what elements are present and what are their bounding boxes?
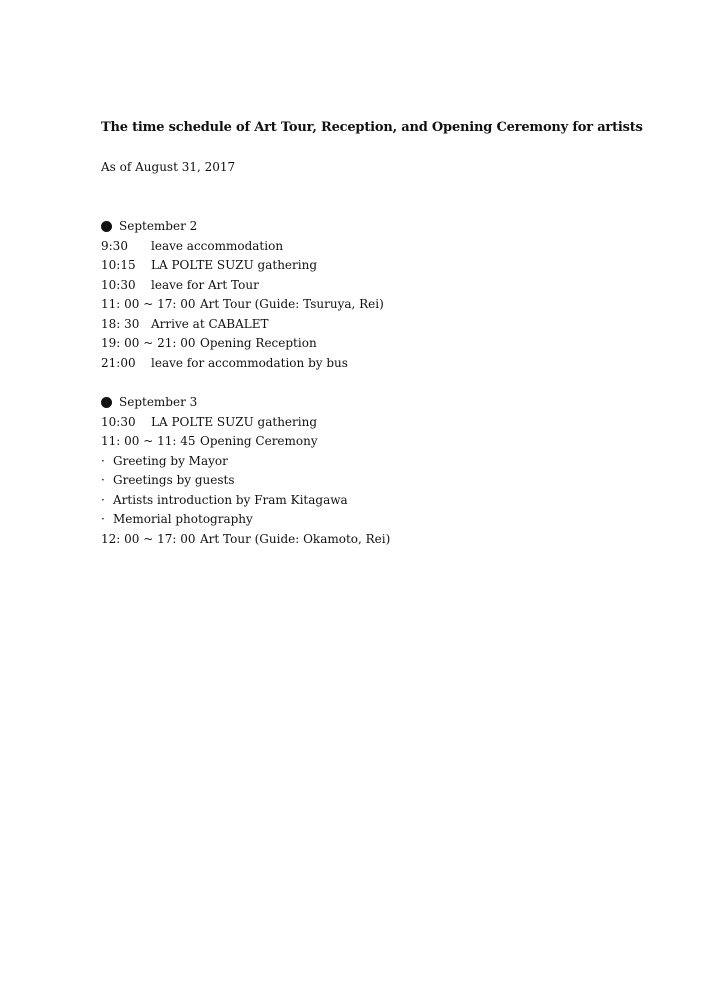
row-time: 10:30	[101, 277, 136, 292]
section-september-3	[101, 393, 621, 549]
bullet-text: Greeting by Mayor	[113, 453, 228, 468]
bullet-dot-icon: ·	[101, 453, 105, 468]
schedule-row	[101, 354, 621, 374]
section-heading	[101, 393, 621, 413]
filled-circle-icon	[101, 221, 112, 232]
row-time: 12: 00 ~ 17: 00	[101, 531, 196, 546]
row-time: 10:15	[101, 258, 136, 272]
row-activity: LA POLTE SUZU gathering	[151, 258, 318, 272]
schedule-row	[101, 237, 621, 257]
schedule-row	[101, 295, 621, 315]
row-activity: Art Tour (Guide: Tsuruya, Rei)	[200, 297, 384, 311]
row-time: 19: 00 ~ 21: 00	[101, 336, 196, 350]
row-time: 10:30	[101, 414, 136, 429]
as-of-date: As of August 31, 2017	[101, 160, 236, 174]
ceremony-bullet-item	[101, 491, 621, 511]
section-date: September 2	[119, 219, 198, 233]
ceremony-bullet-item	[101, 452, 621, 472]
row-time: 11: 00 ~ 11: 45	[101, 434, 196, 448]
schedule-row	[101, 256, 621, 276]
row-activity: Opening Reception	[200, 336, 317, 350]
schedule-row	[101, 276, 621, 296]
schedule-row	[101, 334, 621, 354]
ceremony-bullet-item	[101, 471, 621, 491]
bullet-dot-icon: ·	[101, 492, 105, 507]
row-activity: Arrive at CABALET	[151, 316, 269, 331]
row-time: 11: 00 ~ 17: 00	[101, 297, 196, 311]
row-activity: leave for Art Tour	[151, 277, 259, 292]
ceremony-bullet-item	[101, 510, 621, 530]
row-activity: Art Tour (Guide: Okamoto, Rei)	[200, 531, 391, 546]
bullet-text: Artists introduction by Fram Kitagawa	[113, 492, 348, 507]
row-activity: Opening Ceremony	[200, 434, 318, 448]
section-date: September 3	[119, 395, 198, 409]
row-activity: leave accommodation	[151, 238, 284, 253]
row-time: 18: 30	[101, 316, 140, 331]
schedule-row	[101, 432, 621, 452]
bullet-text: Greetings by guests	[113, 473, 235, 487]
row-time: 21:00	[101, 355, 136, 370]
schedule-row	[101, 315, 621, 335]
bullet-text: Memorial photography	[113, 512, 253, 526]
section-heading	[101, 217, 621, 237]
row-activity: LA POLTE SUZU gathering	[151, 414, 318, 429]
section-september-2	[101, 217, 621, 373]
schedule-row	[101, 530, 621, 550]
schedule-row	[101, 413, 621, 433]
bullet-dot-icon: ·	[101, 473, 105, 487]
row-time: 9:30	[101, 238, 128, 253]
row-activity: leave for accommodation by bus	[151, 355, 348, 370]
filled-circle-icon	[101, 397, 112, 408]
bullet-dot-icon: ·	[101, 512, 105, 526]
document-title: The time schedule of Art Tour, Reception, and Opening Ceremony for artists	[101, 120, 643, 135]
